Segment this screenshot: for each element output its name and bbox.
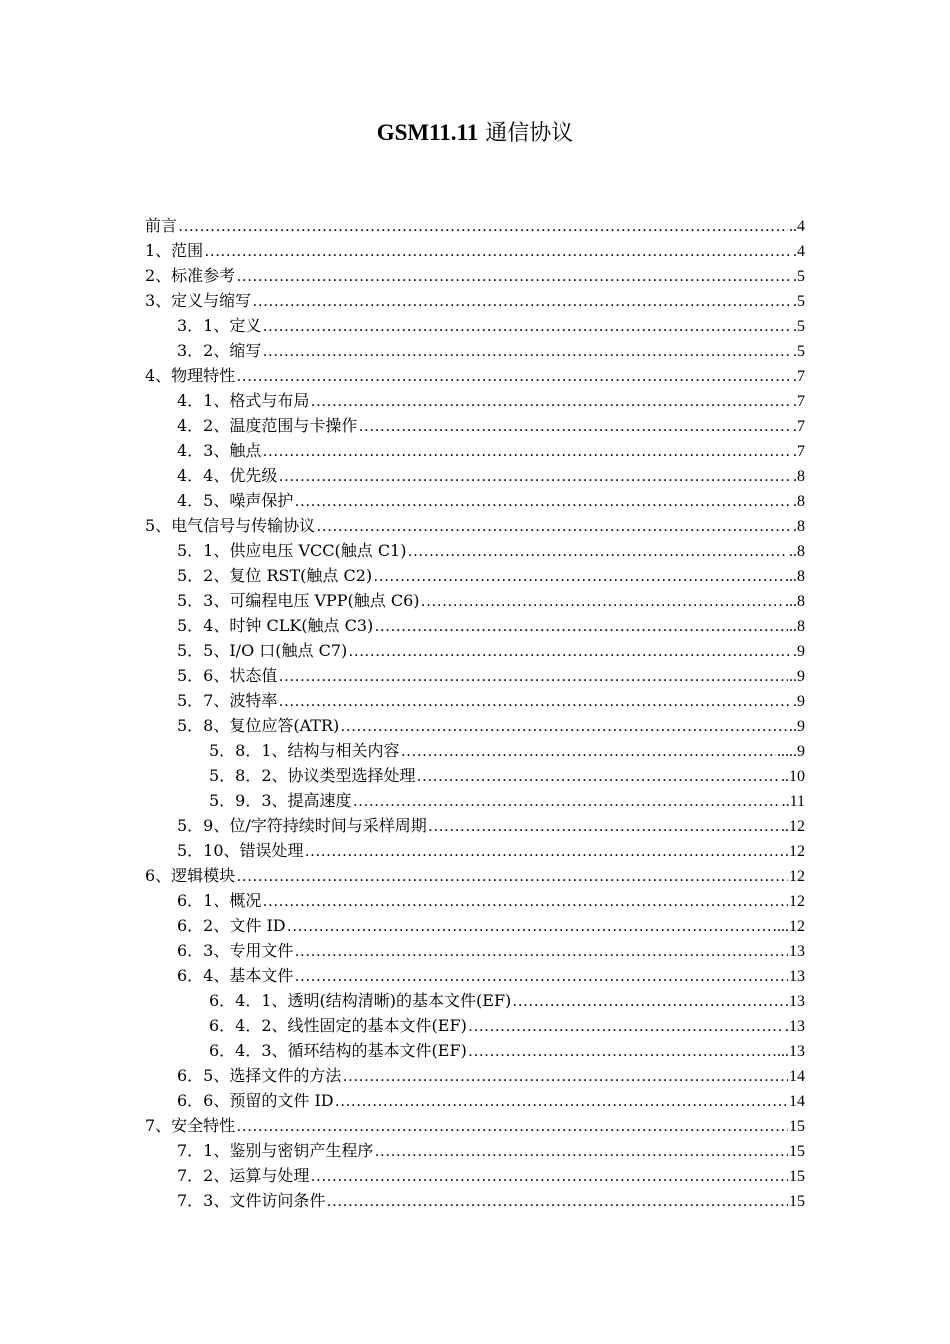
toc-entry-page-number: 12: [789, 893, 805, 910]
toc-entry[interactable]: [145, 813, 805, 838]
toc-entry-label: 5．2、复位 RST(触点 C2): [177, 566, 373, 585]
toc-entry-label: 6．4．1、透明(结构清晰)的基本文件(EF): [209, 991, 512, 1010]
toc-entry-page-number: .7: [793, 368, 805, 385]
toc-entry[interactable]: [145, 1063, 805, 1088]
document-title-cjk: 通信协议: [485, 121, 574, 146]
toc-entry[interactable]: [145, 763, 805, 788]
toc-entry[interactable]: [145, 863, 805, 888]
toc-entry[interactable]: [145, 938, 805, 963]
toc-dot-leader: [316, 514, 792, 539]
toc-entry[interactable]: [145, 838, 805, 863]
toc-dot-leader: [236, 364, 792, 389]
toc-entry-label: 6．4、基本文件: [177, 966, 294, 985]
toc-dot-leader: [468, 1039, 776, 1064]
toc-entry-label: 5．10、错误处理: [177, 841, 304, 860]
toc-dot-leader: [401, 739, 776, 764]
toc-entry[interactable]: [145, 288, 805, 313]
toc-entry-label: 4．1、格式与布局: [177, 391, 310, 410]
toc-entry-page-number: .5: [793, 268, 805, 285]
toc-dot-leader: [204, 239, 792, 264]
toc-dot-leader: [294, 964, 788, 989]
toc-entry-page-number: .13: [785, 1018, 805, 1035]
toc-entry-label: 7．2、运算与处理: [177, 1166, 310, 1185]
toc-entry-label: 7．1、鉴别与密钥产生程序: [177, 1141, 374, 1160]
toc-dot-leader: [236, 1114, 788, 1139]
toc-dot-leader: [310, 389, 792, 414]
toc-entry[interactable]: [145, 513, 805, 538]
toc-dot-leader: [326, 1189, 788, 1214]
toc-dot-leader: [417, 764, 780, 789]
toc-entry-label: 4、物理特性: [145, 366, 236, 385]
toc-dot-leader: [374, 1139, 788, 1164]
toc-entry[interactable]: [145, 713, 805, 738]
toc-dot-leader: [335, 1089, 788, 1114]
toc-entry-page-number: .5: [793, 293, 805, 310]
toc-entry[interactable]: [145, 613, 805, 638]
toc-dot-leader: [468, 1014, 784, 1039]
toc-entry[interactable]: [145, 638, 805, 663]
toc-entry-page-number: ..11: [781, 793, 805, 810]
toc-entry-label: 2、标准参考: [145, 266, 236, 285]
toc-entry-label: 6．4．3、循环结构的基本文件(EF): [209, 1041, 467, 1060]
toc-dot-leader: [310, 1164, 788, 1189]
toc-entry-label: 3．1、定义: [177, 316, 262, 335]
toc-entry[interactable]: [145, 438, 805, 463]
toc-dot-leader: [305, 839, 784, 864]
toc-entry-label: 前言: [145, 216, 178, 235]
toc-entry[interactable]: [145, 738, 805, 763]
toc-entry[interactable]: [145, 1163, 805, 1188]
toc-dot-leader: [348, 639, 792, 664]
toc-dot-leader: [374, 614, 788, 639]
toc-entry-label: 4．3、触点: [177, 441, 262, 460]
toc-entry-page-number: .12: [785, 843, 805, 860]
toc-entry-label: 5、电气信号与传输协议: [145, 516, 316, 535]
table-of-contents: [145, 213, 805, 1213]
toc-entry[interactable]: [145, 963, 805, 988]
toc-entry[interactable]: [145, 363, 805, 388]
toc-entry[interactable]: [145, 988, 805, 1013]
toc-dot-leader: [178, 214, 788, 239]
toc-entry-page-number: 15: [789, 1118, 805, 1135]
toc-entry-label: 5．8、复位应答(ATR): [177, 716, 340, 735]
toc-entry-page-number: ..8: [789, 618, 805, 635]
toc-entry-page-number: .8: [793, 468, 805, 485]
toc-entry-page-number: ...8: [785, 568, 805, 585]
toc-dot-leader: [407, 539, 788, 564]
toc-dot-leader: [340, 714, 792, 739]
toc-entry[interactable]: [145, 338, 805, 363]
toc-entry-label: 1、范围: [145, 241, 204, 260]
toc-entry[interactable]: [145, 1113, 805, 1138]
toc-entry-label: 6．5、选择文件的方法: [177, 1066, 342, 1085]
toc-entry-label: 5．9、位/字符持续时间与采样周期: [177, 816, 427, 835]
toc-entry-label: 6．3、专用文件: [177, 941, 294, 960]
toc-entry-page-number: 13: [789, 968, 805, 985]
toc-entry[interactable]: [145, 488, 805, 513]
toc-dot-leader: [236, 264, 792, 289]
toc-entry-label: 5．8．1、结构与相关内容: [209, 741, 400, 760]
toc-entry-page-number: ..10: [781, 768, 805, 785]
toc-entry-page-number: .7: [793, 393, 805, 410]
toc-entry-label: 5．7、波特率: [177, 691, 278, 710]
toc-entry-page-number: ..8: [789, 543, 805, 560]
toc-entry-page-number: .5: [793, 318, 805, 335]
toc-dot-leader: [262, 314, 792, 339]
toc-entry-label: 4．2、温度范围与卡操作: [177, 416, 358, 435]
toc-dot-leader: [278, 689, 792, 714]
toc-entry-page-number: ...13: [777, 1043, 805, 1060]
toc-entry[interactable]: [145, 1013, 805, 1038]
toc-dot-leader: [342, 1064, 788, 1089]
toc-entry[interactable]: [145, 388, 805, 413]
toc-entry[interactable]: [145, 913, 805, 938]
toc-entry-page-number: .....9: [777, 743, 805, 760]
toc-dot-leader: [358, 414, 792, 439]
toc-entry-page-number: 15: [789, 1143, 805, 1160]
toc-entry-page-number: 14: [789, 1068, 805, 1085]
toc-entry[interactable]: [145, 263, 805, 288]
toc-entry-page-number: .9: [793, 693, 805, 710]
toc-dot-leader: [428, 814, 780, 839]
toc-entry-page-number: 15: [789, 1193, 805, 1210]
toc-entry-page-number: .7: [793, 418, 805, 435]
toc-dot-leader: [252, 289, 792, 314]
toc-entry-label: 5．4、时钟 CLK(触点 C3): [177, 616, 374, 635]
toc-entry-page-number: .5: [793, 343, 805, 360]
toc-entry[interactable]: [145, 463, 805, 488]
toc-entry-label: 5．3、可编程电压 VPP(触点 C6): [177, 591, 420, 610]
toc-entry-label: 6．2、文件 ID: [177, 916, 286, 935]
toc-entry-label: 7、安全特性: [145, 1116, 236, 1135]
toc-entry[interactable]: [145, 538, 805, 563]
document-title-latin: GSM11.11: [376, 120, 479, 145]
toc-entry[interactable]: [145, 1188, 805, 1213]
toc-dot-leader: [278, 664, 788, 689]
toc-entry[interactable]: [145, 688, 805, 713]
toc-dot-leader: [294, 939, 788, 964]
toc-entry[interactable]: [145, 313, 805, 338]
toc-entry-label: 6．4．2、线性固定的基本文件(EF): [209, 1016, 467, 1035]
toc-entry-label: 5．8．2、协议类型选择处理: [209, 766, 416, 785]
toc-dot-leader: [287, 914, 776, 939]
toc-entry-page-number: 13: [789, 943, 805, 960]
toc-entry[interactable]: [145, 1088, 805, 1113]
document-title: [0, 118, 950, 149]
toc-entry-label: 3、定义与缩写: [145, 291, 252, 310]
toc-dot-leader: [236, 864, 788, 889]
toc-entry-page-number: .9: [793, 643, 805, 660]
toc-entry[interactable]: [145, 413, 805, 438]
toc-entry-page-number: .4: [793, 243, 805, 260]
toc-entry[interactable]: [145, 1038, 805, 1063]
toc-entry[interactable]: [145, 588, 805, 613]
toc-dot-leader: [294, 489, 792, 514]
toc-entry-page-number: ..12: [781, 818, 805, 835]
toc-entry-label: 5．1、供应电压 VCC(触点 C1): [177, 541, 407, 560]
toc-entry-page-number: .8: [793, 518, 805, 535]
toc-entry-label: 6．1、概况: [177, 891, 262, 910]
toc-dot-leader: [421, 589, 784, 614]
toc-entry-page-number: .13: [785, 993, 805, 1010]
toc-entry-label: 5．5、I/O 口(触点 C7): [177, 641, 348, 660]
toc-entry[interactable]: [145, 788, 805, 813]
toc-entry-page-number: ...12: [777, 918, 805, 935]
toc-entry[interactable]: [145, 888, 805, 913]
toc-dot-leader: [262, 339, 792, 364]
toc-entry-label: 4．4、优先级: [177, 466, 278, 485]
toc-entry-page-number: ..4: [789, 218, 805, 235]
toc-entry-label: 6．6、预留的文件 ID: [177, 1091, 334, 1110]
toc-entry-page-number: .9: [793, 718, 805, 735]
toc-entry-page-number: 15: [789, 1168, 805, 1185]
toc-entry[interactable]: [145, 213, 805, 238]
toc-entry-page-number: ..9: [789, 668, 805, 685]
toc-dot-leader: [278, 464, 792, 489]
toc-entry-label: 7．3、文件访问条件: [177, 1191, 326, 1210]
toc-entry[interactable]: [145, 238, 805, 263]
toc-entry[interactable]: [145, 1138, 805, 1163]
toc-dot-leader: [262, 439, 792, 464]
toc-entry-label: 3．2、缩写: [177, 341, 262, 360]
toc-entry-page-number: 14: [789, 1093, 805, 1110]
toc-entry[interactable]: [145, 563, 805, 588]
toc-entry-page-number: .8: [793, 493, 805, 510]
toc-entry-label: 5．9．3、提高速度: [209, 791, 352, 810]
toc-entry-label: 6、逻辑模块: [145, 866, 236, 885]
toc-entry-label: 5．6、状态值: [177, 666, 278, 685]
toc-dot-leader: [262, 889, 788, 914]
toc-dot-leader: [353, 789, 781, 814]
toc-dot-leader: [512, 989, 784, 1014]
toc-entry-label: 4．5、噪声保护: [177, 491, 294, 510]
toc-entry-page-number: .7: [793, 443, 805, 460]
toc-dot-leader: [373, 564, 784, 589]
toc-entry-page-number: ...8: [785, 593, 805, 610]
toc-entry-page-number: 12: [789, 868, 805, 885]
toc-entry[interactable]: [145, 663, 805, 688]
